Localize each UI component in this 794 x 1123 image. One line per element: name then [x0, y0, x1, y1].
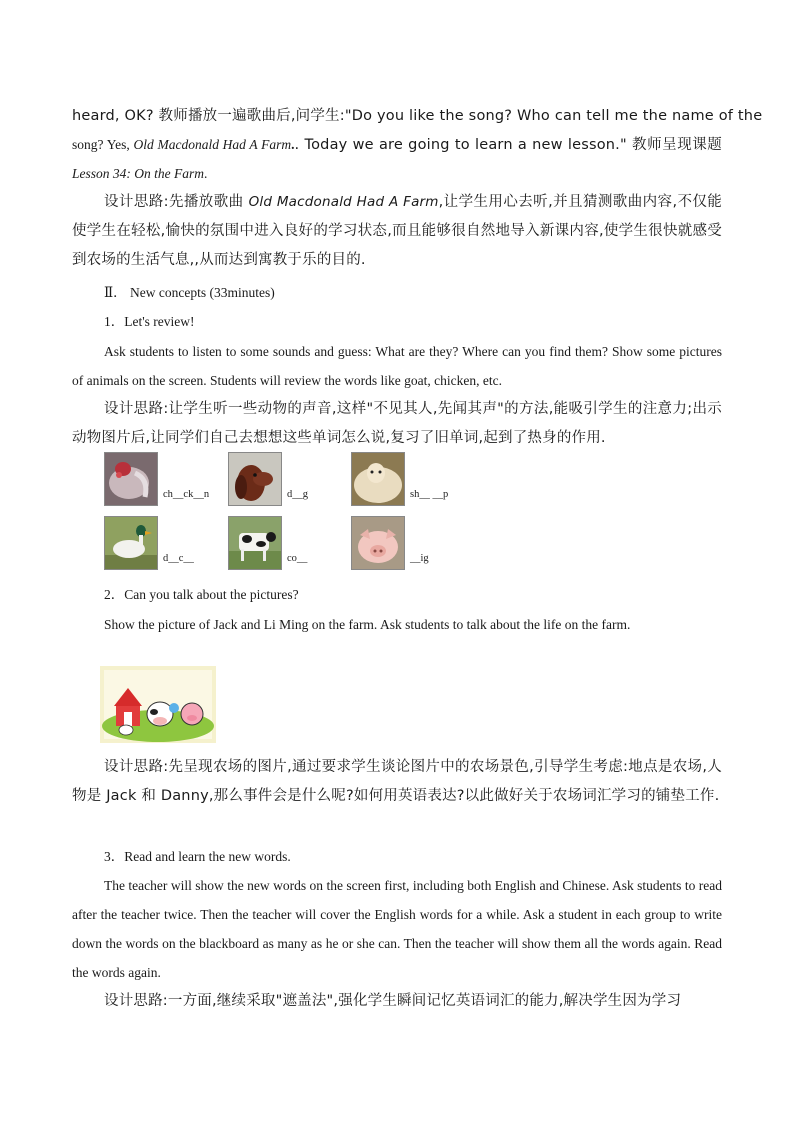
song-title: Old Macdonald Had A Farm — [133, 137, 292, 152]
item-3-text: The teacher will show the new words on the screen first, including both English and Chinese. Ask students to read after the teacher twice. Then the teacher will cover the English words for a while. Ask a student in each group to write down the words on the blackboard as many as he or she can. Then the teacher will show them all the words again. Read the words again. — [72, 878, 722, 980]
animal-label-cow: co__ — [287, 553, 308, 564]
intro-line-3: Lesson 34: On the Farm. — [72, 166, 208, 181]
animal-label-chicken: ch__ck__n — [163, 489, 210, 500]
sheep-photo — [351, 452, 405, 506]
item-1-design-note: 设计思路:让学生听一些动物的声音,这样"不见其人,先闻其声"的方法,能吸引学生的注意力;出示动物图片后,让同学们自己去想想这些单词怎么说,复习了旧单词,起到了热身的作用. — [72, 401, 722, 446]
duck-photo — [104, 516, 158, 570]
intro-text-2a: song? Yes, — [72, 137, 134, 152]
lesson-title: Lesson 34: On the Farm — [72, 166, 204, 181]
cow-photo — [228, 516, 282, 570]
farm-illustration — [100, 666, 216, 743]
section-heading-new-concepts: Ⅱ． New concepts (33minutes) — [104, 285, 275, 300]
pig-photo — [351, 516, 405, 570]
item-1-heading: 1．Let's review! — [104, 314, 195, 329]
item-2-text: Show the picture of Jack and Li Ming on the farm. Ask students to talk about the life on the farm. — [104, 617, 631, 632]
item-3-design-note: 设计思路:一方面,继续采取"遮盖法",强化学生瞬间记忆英语词汇的能力,解决学生因为学习 — [104, 993, 682, 1009]
animal-label-pig: __ig — [410, 553, 429, 564]
item-3-heading: 3．Read and learn the new words. — [104, 849, 291, 864]
intro-text-2b: . Today we are going to learn a new lesson." 教师呈现课题 — [294, 137, 723, 153]
animal-label-dog: d__g — [287, 489, 308, 500]
item-2-heading: 2．Can you talk about the pictures? — [104, 587, 299, 602]
intro-line-2: song? Yes, Old Macdonald Had A Farm.. Today we are going to learn a new lesson." 教师呈现课题 — [72, 137, 723, 153]
intro-line-1 — [72, 101, 763, 130]
intro-text-1: heard, OK? 教师播放一遍歌曲后,问学生:"Do you like the song? Who can tell me the name of the — [72, 108, 763, 124]
dog-photo — [228, 452, 282, 506]
animal-label-duck: d__c__ — [163, 553, 194, 564]
animal-label-sheep: sh__ __p — [410, 489, 449, 500]
item-2-design-note: 设计思路:先呈现农场的图片,通过要求学生谈论图片中的农场景色,引导学生考虑:地点是农场,人物是 Jack 和 Danny,那么事件会是什么呢?如何用英语表达?以此做好关于农场词汇学习的铺垫工作. — [72, 759, 722, 804]
song-title-2: Old Macdonald Had A Farm — [248, 194, 439, 210]
design-note-1: 设计思路:先播放歌曲 Old Macdonald Had A Farm,让学生用心去听,并且猜测歌曲内容,不仅能使学生在轻松,愉快的氛围中进入良好的学习状态,而且能够很自然地导入新课内容,使学生很快就感受到农场的生活气息,,从而达到寓教于乐的目的. — [72, 194, 723, 268]
item-1-text: Ask students to listen to some sounds and guess: What are they? Where can you find them? Show some pictures of animals on the screen. Students will review the words like goat, chicken, etc. — [72, 344, 722, 388]
chicken-photo — [104, 452, 158, 506]
